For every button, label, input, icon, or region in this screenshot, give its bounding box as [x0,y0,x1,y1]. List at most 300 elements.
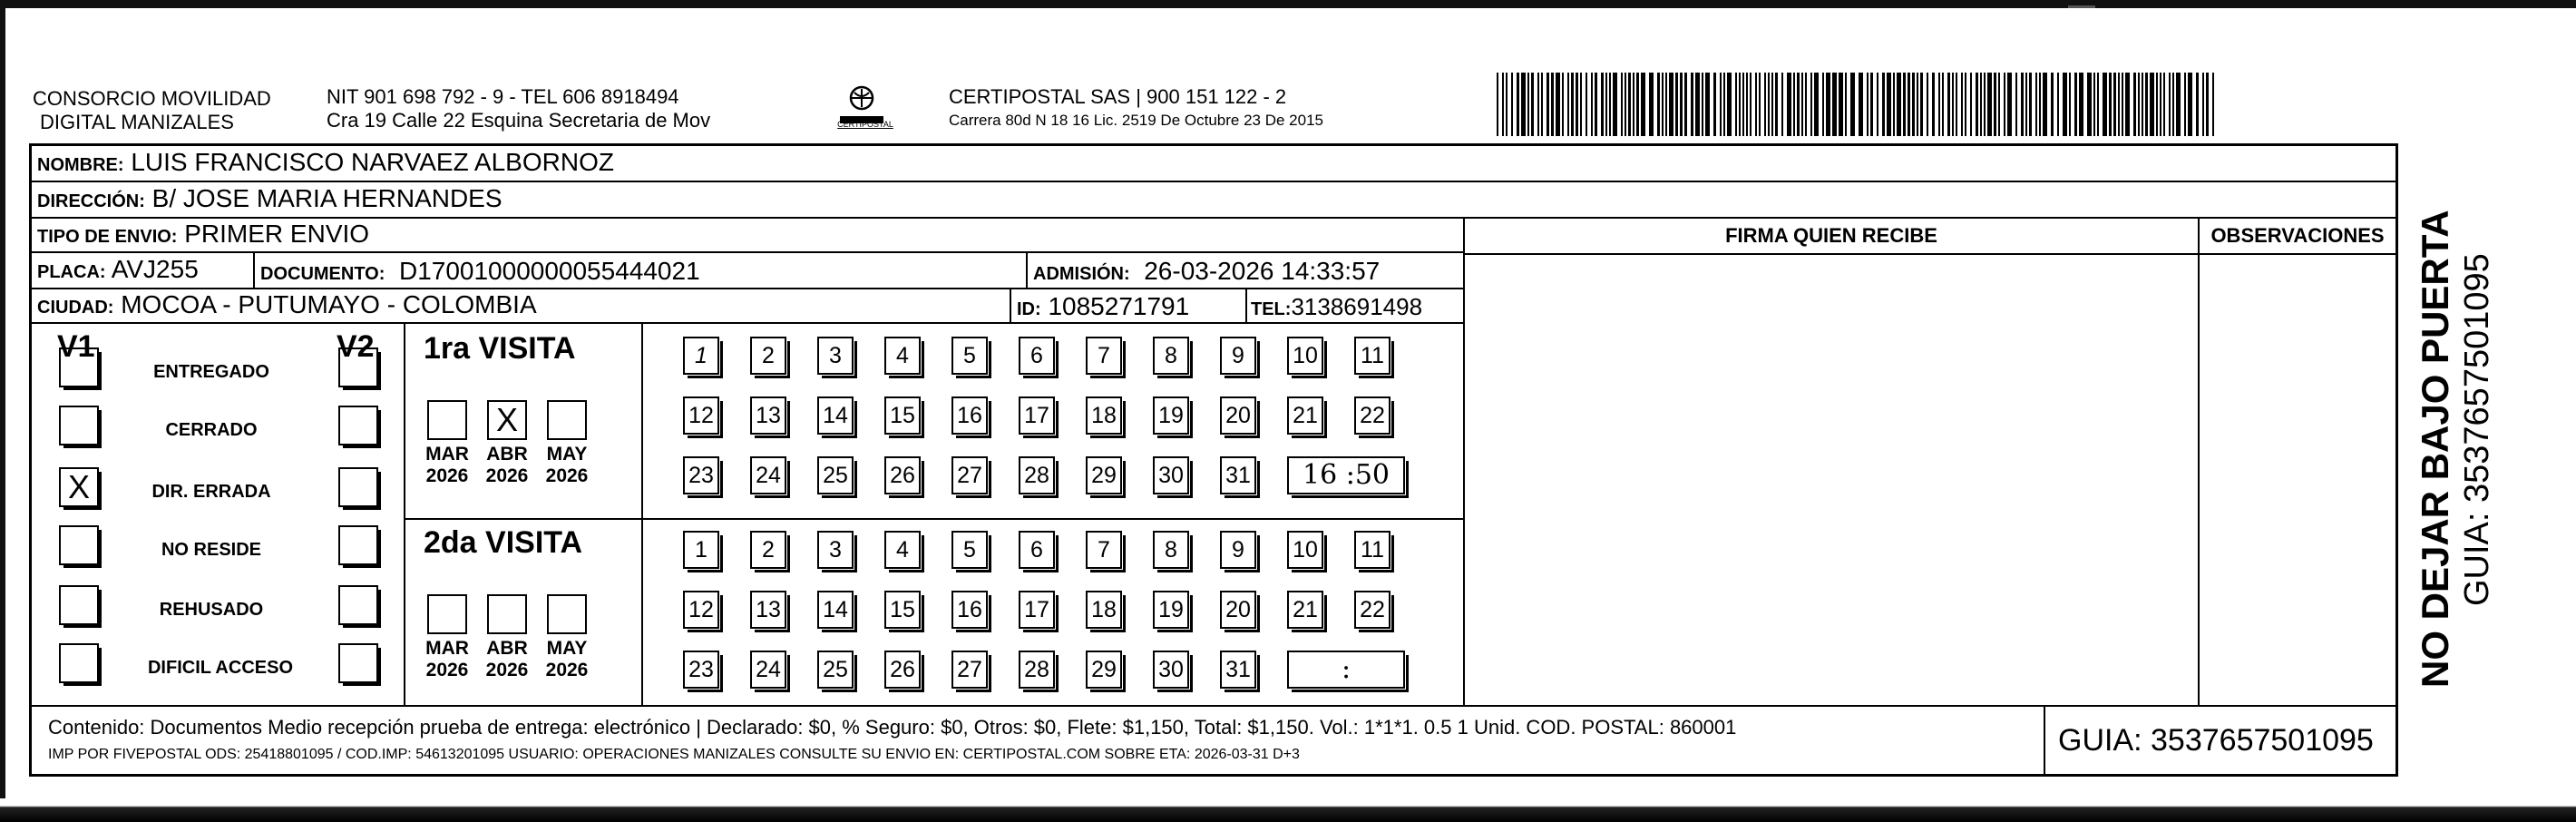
status-label: DIFICIL ACCESO [147,658,293,678]
v2-checkbox-6[interactable] [338,643,378,683]
barcode-bar [1998,73,2000,136]
day-box-30[interactable]: 30 [1153,456,1189,494]
company-info-line1: NIT 901 698 792 - 9 - TEL 606 8918494 [327,85,679,108]
courier-line2: Carrera 80d N 18 16 Lic. 2519 De Octubre 23 De 2015 [949,112,1323,129]
day-box-3[interactable]: 3 [817,337,854,375]
direccion-label: DIRECCIÓN: [37,191,145,211]
courier-line1: CERTIPOSTAL SAS | 900 151 122 - 2 [949,85,1287,108]
barcode-bar [1605,73,1607,136]
barcode-bar [1764,73,1766,136]
scan-bottom-edge [0,798,2576,822]
tipo-envio-value: PRIMER ENVIO [184,220,370,248]
barcode-bar [2156,73,2158,136]
barcode-bar [2109,73,2112,136]
divider [1010,289,1011,324]
day-box-17[interactable]: 17 [1019,396,1055,435]
day-box-9[interactable]: 9 [1220,531,1256,569]
day-box-9[interactable]: 9 [1220,337,1256,375]
barcode-bar [2160,73,2161,136]
side-guia: GUIA: 3537657501095 [2458,253,2496,606]
month-label: ABR [486,444,528,465]
divider [1026,253,1028,289]
tel-label: TEL: [1251,299,1292,319]
firma-header: FIRMA QUIEN RECIBE [1725,224,1937,247]
barcode-bar [1859,73,1863,136]
day-box-31[interactable]: 31 [1220,651,1256,689]
barcode-bar [2093,73,2095,136]
documento-field [260,255,700,290]
day-box-11[interactable]: 11 [1354,337,1390,375]
day-box-4[interactable]: 4 [884,337,921,375]
v2-label: V2 [337,329,375,364]
barcode-bar [2051,73,2054,136]
barcode-bar [1595,73,1597,136]
delivery-form [29,143,2398,777]
day-box-13[interactable]: 13 [750,591,786,629]
ciudad-label: CIUDAD: [37,298,114,318]
barcode-bar [2212,73,2214,136]
barcode-bar [1511,73,1513,136]
v1-checkbox-3[interactable] [59,467,99,507]
check-mark: X [67,468,90,505]
barcode-bar [1665,73,1667,136]
status-label: DIR. ERRADA [151,482,271,502]
logo-text: CERTIPOSTAL [837,120,893,129]
v2-checkbox-4[interactable] [338,525,378,565]
barcode-bar [1531,73,1534,136]
barcode-bar [1649,73,1654,136]
row-tipo-envio [32,219,1463,253]
day-box-10[interactable]: 10 [1287,337,1323,375]
v1-checkbox-2[interactable] [59,406,99,445]
day-box-19[interactable]: 19 [1153,591,1189,629]
row-ciudad [32,289,1463,324]
divider [253,253,255,289]
barcode-bar [1961,73,1963,136]
barcode [1497,73,2222,136]
day-box-18[interactable]: 18 [1086,591,1122,629]
barcode-bar [1720,73,1722,136]
barcode-bar [1932,73,1935,136]
observaciones-area[interactable] [2200,255,2395,703]
barcode-bar [1641,73,1645,136]
day-box-7[interactable]: 7 [1086,531,1122,569]
day-box-27[interactable]: 27 [951,651,988,689]
barcode-bar [1839,73,1843,136]
day-box-20[interactable]: 20 [1220,396,1256,435]
barcode-bar [1571,73,1574,136]
day-box-2[interactable]: 2 [750,337,786,375]
day-box-16[interactable]: 16 [951,591,988,629]
month-year: 2026 [485,465,529,486]
id-value: 1085271791 [1048,292,1190,320]
nombre-value: LUIS FRANCISCO NARVAEZ ALBORNOZ [131,148,614,176]
barcode-bar [1877,73,1878,136]
v1-checkbox-5[interactable] [59,585,99,625]
barcode-bar [1797,73,1800,136]
barcode-bar [1591,73,1593,136]
barcode-bar [1908,73,1910,136]
day-box-24[interactable]: 24 [750,651,786,689]
barcode-bar [1586,73,1587,136]
barcode-bar [1917,73,1918,136]
day-box-18[interactable]: 18 [1086,396,1122,435]
barcode-bar [1771,73,1773,136]
barcode-bar [1938,73,1940,136]
day-box-8[interactable]: 8 [1153,531,1189,569]
barcode-bar [2097,73,2099,136]
barcode-bar [2142,73,2143,136]
v2-checkbox-3[interactable] [338,467,378,507]
day-box-22[interactable]: 22 [1354,591,1390,629]
barcode-bar [1952,73,1954,136]
contenido-text: Contenido: Documentos Medio recepción prueba de entrega: electrónico | Declarado: $0, % Seguro: $0, Otros: $0, Flete: $1,150, Total: $1,150. Vol.: 1*1*1. 0.5 1 Unid. COD. POSTAL: 860001 [48,716,1737,739]
barcode-bar [1657,73,1660,136]
barcode-bar [1621,73,1623,136]
tel-value: 3138691498 [1291,293,1423,320]
barcode-bar [1942,73,1944,136]
observaciones-header: OBSERVACIONES [2210,224,2385,247]
month-year: 2026 [545,465,589,486]
barcode-bar [2133,73,2136,136]
barcode-bar [1947,73,1950,136]
barcode-bar [2188,73,2192,136]
barcode-bar [2206,73,2209,136]
day-box-26[interactable]: 26 [884,456,921,494]
v1-checkbox-6[interactable] [59,643,99,683]
direccion-value: B/ JOSE MARIA HERNANDES [151,184,503,212]
day-box-14[interactable]: 14 [817,591,854,629]
barcode-bar [2184,73,2186,136]
barcode-bar [1870,73,1873,136]
v1-label: V1 [57,329,95,364]
barcode-bar [1735,73,1737,136]
barcode-bar [1609,73,1611,136]
day-box-16[interactable]: 16 [951,396,988,435]
barcode-bar [2138,73,2140,136]
barcode-bar [1567,73,1569,136]
status-label: ENTREGADO [153,362,269,382]
barcode-bar [2074,73,2077,136]
barcode-bar [1636,73,1639,136]
barcode-bar [1684,73,1687,136]
barcode-bar [2118,73,2120,136]
barcode-bar [1541,73,1543,136]
month-label: MAY [546,444,588,465]
barcode-bar [1727,73,1732,136]
barcode-bar [1850,73,1855,136]
month-checkbox[interactable] [547,594,587,634]
day-box-4[interactable]: 4 [884,531,921,569]
barcode-bar [1903,73,1906,136]
month-checkbox[interactable] [487,400,527,440]
id-field [1017,291,1189,325]
barcode-bar [1987,73,1992,136]
barcode-bar [1976,73,1978,136]
status-label: NO RESIDE [161,540,262,560]
visit-divider [404,518,1463,520]
day-box-14[interactable]: 14 [817,396,854,435]
row-nombre [32,146,2395,182]
day-box-12[interactable]: 12 [683,396,719,435]
barcode-bar [1887,73,1891,136]
barcode-bar [1920,73,1923,136]
barcode-bar [2125,73,2130,136]
barcode-bar [1750,73,1751,136]
barcode-bar [1502,73,1504,136]
month-checkbox[interactable] [487,594,527,634]
documento-value: D17001000000055444021 [398,257,700,285]
row-direccion [32,182,2395,219]
barcode-bar [1695,73,1700,136]
placa-value: AVJ255 [111,255,199,283]
day-box-20[interactable]: 20 [1220,591,1256,629]
day-box-1[interactable]: 1 [683,337,719,375]
day-box-8[interactable]: 8 [1153,337,1189,375]
barcode-bar [1956,73,1957,136]
barcode-bar [2029,73,2032,136]
day-box-27[interactable]: 27 [951,456,988,494]
day-box-15[interactable]: 15 [884,591,921,629]
barcode-bar [1580,73,1582,136]
barcode-bar [1675,73,1678,136]
barcode-bar [2057,73,2059,136]
footer-divider [32,705,2395,707]
day-box-19[interactable]: 19 [1153,396,1189,435]
month-year: 2026 [485,660,529,680]
ciudad-value: MOCOA - PUTUMAYO - COLOMBIA [121,290,537,318]
barcode-bar [1984,73,1986,136]
barcode-bar [2202,73,2204,136]
company-name-line1: CONSORCIO MOVILIDAD [33,87,271,110]
visit-title: 1ra VISITA [424,331,576,366]
day-box-12[interactable]: 12 [683,591,719,629]
check-mark: X [495,401,518,438]
barcode-bar [1537,73,1539,136]
time-box[interactable]: : [1287,651,1405,689]
barcode-bar [2021,73,2024,136]
day-box-28[interactable]: 28 [1019,651,1055,689]
barcode-bar [1556,73,1560,136]
day-box-7[interactable]: 7 [1086,337,1122,375]
barcode-bar [1562,73,1564,136]
barcode-bar [1793,73,1795,136]
day-box-21[interactable]: 21 [1287,396,1323,435]
barcode-bar [2145,73,2148,136]
barcode-bar [1768,73,1770,136]
v2-checkbox-2[interactable] [338,406,378,445]
barcode-bar [2063,73,2067,136]
barcode-bar [1867,73,1869,136]
barcode-bar [2150,73,2154,136]
month-year: 2026 [425,660,469,680]
barcode-bar [1781,73,1783,136]
barcode-bar [1691,73,1693,136]
divider [2044,705,2045,774]
barcode-bar [1927,73,1928,136]
barcode-bar [1775,73,1778,136]
barcode-bar [1576,73,1578,136]
barcode-bar [2069,73,2071,136]
barcode-bar [1970,73,1972,136]
barcode-bar [1517,73,1519,136]
barcode-bar [1705,73,1710,136]
barcode-bar [1551,73,1554,136]
barcode-bar [2122,73,2123,136]
day-box-13[interactable]: 13 [750,396,786,435]
month-year: 2026 [425,465,469,486]
barcode-bar [1506,73,1508,136]
barcode-bar [1521,73,1526,136]
barcode-bar [2004,73,2005,136]
imp-line: IMP POR FIVEPOSTAL ODS: 25418801095 / COD.IMP: 54613201095 USUARIO: OPERACIONES MANIZALES CONSULTE SU ENVIO EN: CERTIPOSTAL.COM SOBRE ETA: 2026-03-31 D+3 [48,747,1300,762]
barcode-bar [2087,73,2092,136]
month-checkbox[interactable] [427,594,467,634]
v1-checkbox-1[interactable] [59,347,99,387]
footer-guia: GUIA: 3537657501095 [2058,723,2374,758]
day-box-21[interactable]: 21 [1287,591,1323,629]
barcode-bar [1787,73,1791,136]
barcode-bar [1897,73,1901,136]
scan-mark [2068,5,2095,8]
barcode-bar [1845,73,1847,136]
day-box-22[interactable]: 22 [1354,396,1390,435]
barcode-bar [1662,73,1664,136]
day-box-11[interactable]: 11 [1354,531,1390,569]
month-year: 2026 [545,660,589,680]
barcode-bar [1912,73,1915,136]
company-name-line2: DIGITAL MANIZALES [40,111,234,133]
visit-title: 2da VISITA [424,525,583,560]
barcode-bar [2015,73,2017,136]
divider [641,324,643,705]
barcode-bar [2043,73,2047,136]
day-box-30[interactable]: 30 [1153,651,1189,689]
barcode-bar [2025,73,2027,136]
barcode-bar [1713,73,1716,136]
month-checkbox[interactable] [427,400,467,440]
barcode-bar [2196,73,2199,136]
barcode-bar [1497,73,1498,136]
barcode-bar [2079,73,2083,136]
barcode-bar [1822,73,1824,136]
day-box-5[interactable]: 5 [951,531,988,569]
barcode-bar [2103,73,2107,136]
barcode-bar [1742,73,1744,136]
barcode-bar [1994,73,1996,136]
month-label: ABR [486,638,528,659]
barcode-bar [1893,73,1895,136]
barcode-bar [2169,73,2171,136]
company-name [33,87,271,134]
day-box-3[interactable]: 3 [817,531,854,569]
month-label: MAR [425,444,469,465]
v1-checkbox-4[interactable] [59,525,99,565]
barcode-bar [2172,73,2174,136]
barcode-bar [2007,73,2012,136]
no-dejar-bajo-puerta: NO DEJAR BAJO PUERTA [2414,210,2456,688]
month-label: MAY [546,638,588,659]
month-checkbox[interactable] [547,400,587,440]
day-box-2[interactable]: 2 [750,531,786,569]
barcode-bar [2113,73,2116,136]
barcode-bar [1759,73,1761,136]
firma-area[interactable] [1465,255,2198,703]
barcode-bar [1810,73,1812,136]
barcode-bar [1527,73,1529,136]
barcode-bar [2163,73,2165,136]
barcode-bar [2035,73,2037,136]
divider [404,324,405,705]
day-box-25[interactable]: 25 [817,456,854,494]
day-box-31[interactable]: 31 [1220,456,1256,494]
day-box-5[interactable]: 5 [951,337,988,375]
company-info-line2: Cra 19 Calle 22 Esquina Secretaria de Mov [327,109,711,132]
day-box-25[interactable]: 25 [817,651,854,689]
admision-value: 26-03-2026 14:33:57 [1144,257,1381,285]
status-label: CERRADO [165,420,258,440]
barcode-bar [1702,73,1703,136]
tel-field [1251,291,1422,325]
day-box-10[interactable]: 10 [1287,531,1323,569]
barcode-bar [1613,73,1617,136]
day-box-24[interactable]: 24 [750,456,786,494]
v2-checkbox-1[interactable] [338,347,378,387]
barcode-bar [1882,73,1885,136]
day-box-1[interactable]: 1 [683,531,719,569]
scan-left-edge [0,0,5,822]
id-label: ID: [1017,299,1041,319]
barcode-bar [2039,73,2041,136]
barcode-bar [1547,73,1549,136]
barcode-bar [2176,73,2181,136]
nombre-label: NOMBRE: [37,155,124,175]
day-box-23[interactable]: 23 [683,456,719,494]
barcode-bar [1746,73,1748,136]
barcode-bar [1723,73,1725,136]
day-box-26[interactable]: 26 [884,651,921,689]
day-box-6[interactable]: 6 [1019,531,1055,569]
barcode-bar [1601,73,1604,136]
barcode-bar [1980,73,1982,136]
documento-label: DOCUMENTO: [260,264,385,284]
admision-field [1033,255,1380,290]
divider [1245,289,1247,324]
day-box-15[interactable]: 15 [884,396,921,435]
scan-top-edge [0,0,2576,8]
admision-label: ADMISIÓN: [1033,264,1130,284]
day-box-29[interactable]: 29 [1086,651,1122,689]
barcode-bar [1814,73,1819,136]
barcode-bar [1965,73,1966,136]
day-box-23[interactable]: 23 [683,651,719,689]
barcode-bar [1633,73,1634,136]
barcode-bar [1801,73,1803,136]
day-box-6[interactable]: 6 [1019,337,1055,375]
time-box[interactable]: 16 :50 [1287,456,1405,494]
day-box-29[interactable]: 29 [1086,456,1122,494]
barcode-bar [1669,73,1673,136]
day-box-17[interactable]: 17 [1019,591,1055,629]
company-info [327,85,710,132]
barcode-bar [1739,73,1741,136]
v2-checkbox-5[interactable] [338,585,378,625]
barcode-bar [1680,73,1683,136]
barcode-bar [1805,73,1807,136]
status-label: REHUSADO [159,600,264,620]
day-box-28[interactable]: 28 [1019,456,1055,494]
barcode-bar [1826,73,1830,136]
